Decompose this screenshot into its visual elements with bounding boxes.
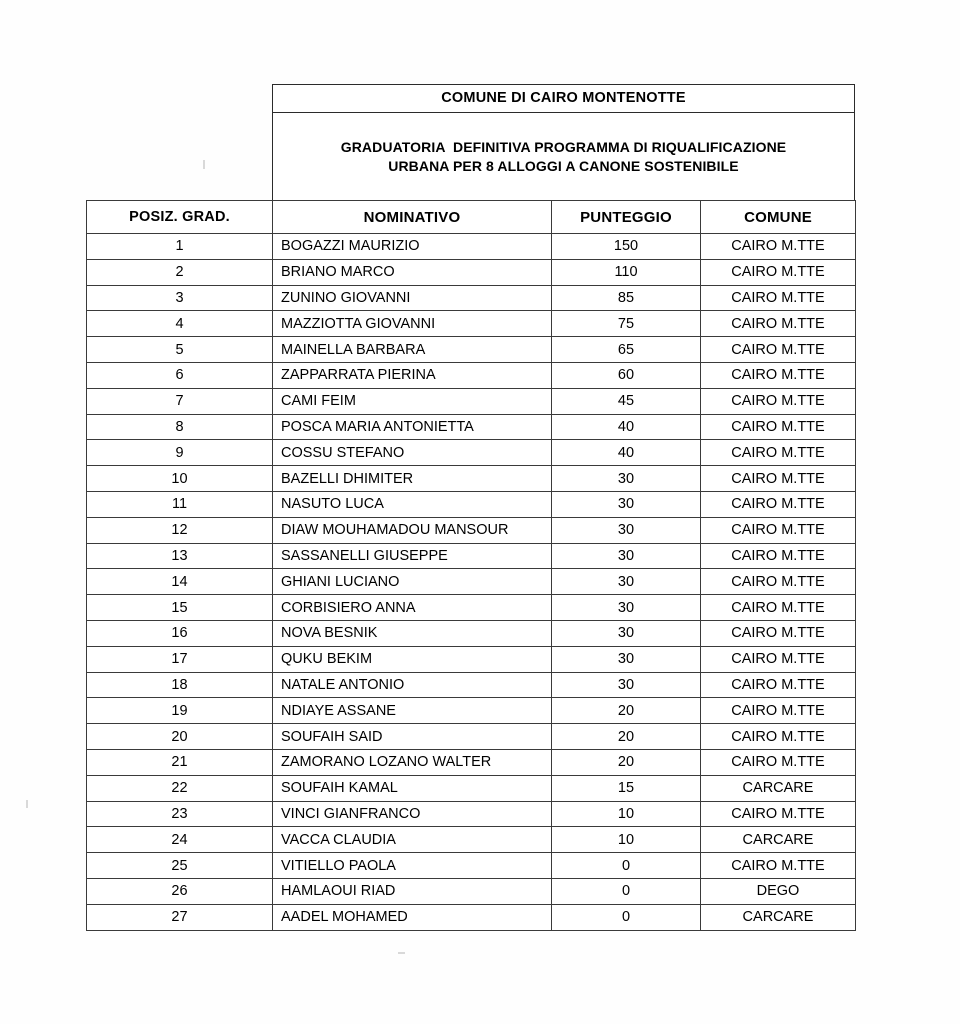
table-row [87,234,856,260]
cell-nominativo: ZUNINO GIOVANNI [273,285,552,311]
cell-comune: CAIRO M.TTE [701,440,856,466]
cell-posizione: 25 [87,853,273,879]
scan-artifact [398,952,405,954]
cell-punteggio: 45 [552,388,701,414]
cell-nominativo: ZAPPARRATA PIERINA [273,362,552,388]
cell-posizione: 3 [87,285,273,311]
cell-nominativo: HAMLAOUI RIAD [273,878,552,904]
cell-posizione: 11 [87,491,273,517]
cell-posizione: 17 [87,646,273,672]
cell-punteggio: 40 [552,414,701,440]
cell-comune: CAIRO M.TTE [701,337,856,363]
cell-punteggio: 0 [552,878,701,904]
cell-comune: CAIRO M.TTE [701,285,856,311]
table-header-row [87,201,856,234]
cell-nominativo: NDIAYE ASSANE [273,698,552,724]
cell-punteggio: 40 [552,440,701,466]
column-header-nominativo: NOMINATIVO [273,201,552,234]
cell-nominativo: SOUFAIH KAMAL [273,775,552,801]
cell-posizione: 4 [87,311,273,337]
cell-nominativo: NATALE ANTONIO [273,672,552,698]
cell-nominativo: POSCA MARIA ANTONIETTA [273,414,552,440]
cell-nominativo: GHIANI LUCIANO [273,569,552,595]
cell-punteggio: 15 [552,775,701,801]
cell-comune: DEGO [701,878,856,904]
cell-nominativo: DIAW MOUHAMADOU MANSOUR [273,517,552,543]
cell-comune: CARCARE [701,775,856,801]
table-row [87,724,856,750]
cell-posizione: 23 [87,801,273,827]
cell-posizione: 9 [87,440,273,466]
table-row [87,878,856,904]
cell-comune: CAIRO M.TTE [701,234,856,260]
cell-posizione: 14 [87,569,273,595]
cell-comune: CAIRO M.TTE [701,724,856,750]
cell-posizione: 12 [87,517,273,543]
table-row [87,466,856,492]
table-row [87,362,856,388]
cell-punteggio: 10 [552,827,701,853]
table-row [87,440,856,466]
cell-punteggio: 150 [552,234,701,260]
table-row [87,827,856,853]
cell-posizione: 18 [87,672,273,698]
ranking-table [86,200,856,931]
cell-comune: CAIRO M.TTE [701,414,856,440]
organization-title: COMUNE DI CAIRO MONTENOTTE [273,85,854,113]
column-header-posizione: POSIZ. GRAD. [87,201,273,234]
cell-punteggio: 30 [552,595,701,621]
table-row [87,620,856,646]
cell-comune: CAIRO M.TTE [701,646,856,672]
cell-comune: CAIRO M.TTE [701,259,856,285]
cell-nominativo: VITIELLO PAOLA [273,853,552,879]
cell-posizione: 24 [87,827,273,853]
cell-nominativo: NASUTO LUCA [273,491,552,517]
cell-comune: CAIRO M.TTE [701,388,856,414]
cell-comune: CAIRO M.TTE [701,517,856,543]
table-row [87,853,856,879]
cell-posizione: 21 [87,749,273,775]
scan-artifact [203,160,205,169]
column-header-punteggio: PUNTEGGIO [552,201,701,234]
cell-punteggio: 60 [552,362,701,388]
cell-comune: CAIRO M.TTE [701,362,856,388]
table-row [87,672,856,698]
table-row [87,285,856,311]
document-header-block [272,84,855,201]
cell-punteggio: 30 [552,646,701,672]
cell-nominativo: CAMI FEIM [273,388,552,414]
cell-nominativo: AADEL MOHAMED [273,904,552,930]
cell-comune: CAIRO M.TTE [701,569,856,595]
cell-nominativo: BRIANO MARCO [273,259,552,285]
cell-posizione: 1 [87,234,273,260]
cell-posizione: 26 [87,878,273,904]
cell-punteggio: 30 [552,620,701,646]
cell-comune: CAIRO M.TTE [701,853,856,879]
cell-punteggio: 30 [552,491,701,517]
table-row [87,388,856,414]
cell-punteggio: 10 [552,801,701,827]
cell-nominativo: VINCI GIANFRANCO [273,801,552,827]
cell-comune: CAIRO M.TTE [701,543,856,569]
cell-nominativo: SASSANELLI GIUSEPPE [273,543,552,569]
cell-nominativo: COSSU STEFANO [273,440,552,466]
cell-posizione: 10 [87,466,273,492]
cell-posizione: 13 [87,543,273,569]
cell-nominativo: SOUFAIH SAID [273,724,552,750]
cell-punteggio: 65 [552,337,701,363]
table-row [87,569,856,595]
cell-punteggio: 110 [552,259,701,285]
cell-punteggio: 85 [552,285,701,311]
cell-comune: CARCARE [701,904,856,930]
table-row [87,749,856,775]
cell-posizione: 16 [87,620,273,646]
cell-nominativo: MAZZIOTTA GIOVANNI [273,311,552,337]
cell-punteggio: 0 [552,853,701,879]
table-row [87,311,856,337]
cell-comune: CAIRO M.TTE [701,311,856,337]
table-row [87,698,856,724]
cell-punteggio: 30 [552,569,701,595]
cell-nominativo: NOVA BESNIK [273,620,552,646]
cell-nominativo: VACCA CLAUDIA [273,827,552,853]
cell-punteggio: 0 [552,904,701,930]
table-row [87,646,856,672]
table-row [87,337,856,363]
cell-punteggio: 20 [552,724,701,750]
table-row [87,259,856,285]
cell-comune: CAIRO M.TTE [701,466,856,492]
cell-comune: CAIRO M.TTE [701,749,856,775]
cell-punteggio: 30 [552,466,701,492]
cell-punteggio: 20 [552,698,701,724]
cell-posizione: 27 [87,904,273,930]
cell-comune: CAIRO M.TTE [701,801,856,827]
table-row [87,517,856,543]
cell-posizione: 2 [87,259,273,285]
table-row [87,801,856,827]
cell-comune: CAIRO M.TTE [701,620,856,646]
cell-posizione: 19 [87,698,273,724]
cell-posizione: 7 [87,388,273,414]
document-subtitle-line2: URBANA PER 8 ALLOGGI A CANONE SOSTENIBILE [388,157,739,174]
table-body [87,234,856,931]
cell-punteggio: 30 [552,543,701,569]
cell-punteggio: 30 [552,517,701,543]
cell-posizione: 6 [87,362,273,388]
cell-posizione: 22 [87,775,273,801]
table-row [87,904,856,930]
cell-nominativo: QUKU BEKIM [273,646,552,672]
cell-posizione: 8 [87,414,273,440]
cell-nominativo: CORBISIERO ANNA [273,595,552,621]
cell-punteggio: 20 [552,749,701,775]
cell-punteggio: 75 [552,311,701,337]
cell-nominativo: BOGAZZI MAURIZIO [273,234,552,260]
column-header-comune: COMUNE [701,201,856,234]
cell-posizione: 20 [87,724,273,750]
cell-comune: CAIRO M.TTE [701,491,856,517]
document-subtitle [273,113,854,200]
table-row [87,414,856,440]
cell-nominativo: MAINELLA BARBARA [273,337,552,363]
cell-posizione: 5 [87,337,273,363]
table-row [87,543,856,569]
document-subtitle-line1: GRADUATORIA DEFINITIVA PROGRAMMA DI RIQUALIFICAZIONE [340,138,787,155]
table-row [87,491,856,517]
cell-nominativo: ZAMORANO LOZANO WALTER [273,749,552,775]
cell-nominativo: BAZELLI DHIMITER [273,466,552,492]
table-row [87,775,856,801]
cell-punteggio: 30 [552,672,701,698]
scan-artifact [26,800,28,808]
cell-comune: CAIRO M.TTE [701,672,856,698]
cell-comune: CARCARE [701,827,856,853]
cell-comune: CAIRO M.TTE [701,698,856,724]
cell-posizione: 15 [87,595,273,621]
table-row [87,595,856,621]
cell-comune: CAIRO M.TTE [701,595,856,621]
